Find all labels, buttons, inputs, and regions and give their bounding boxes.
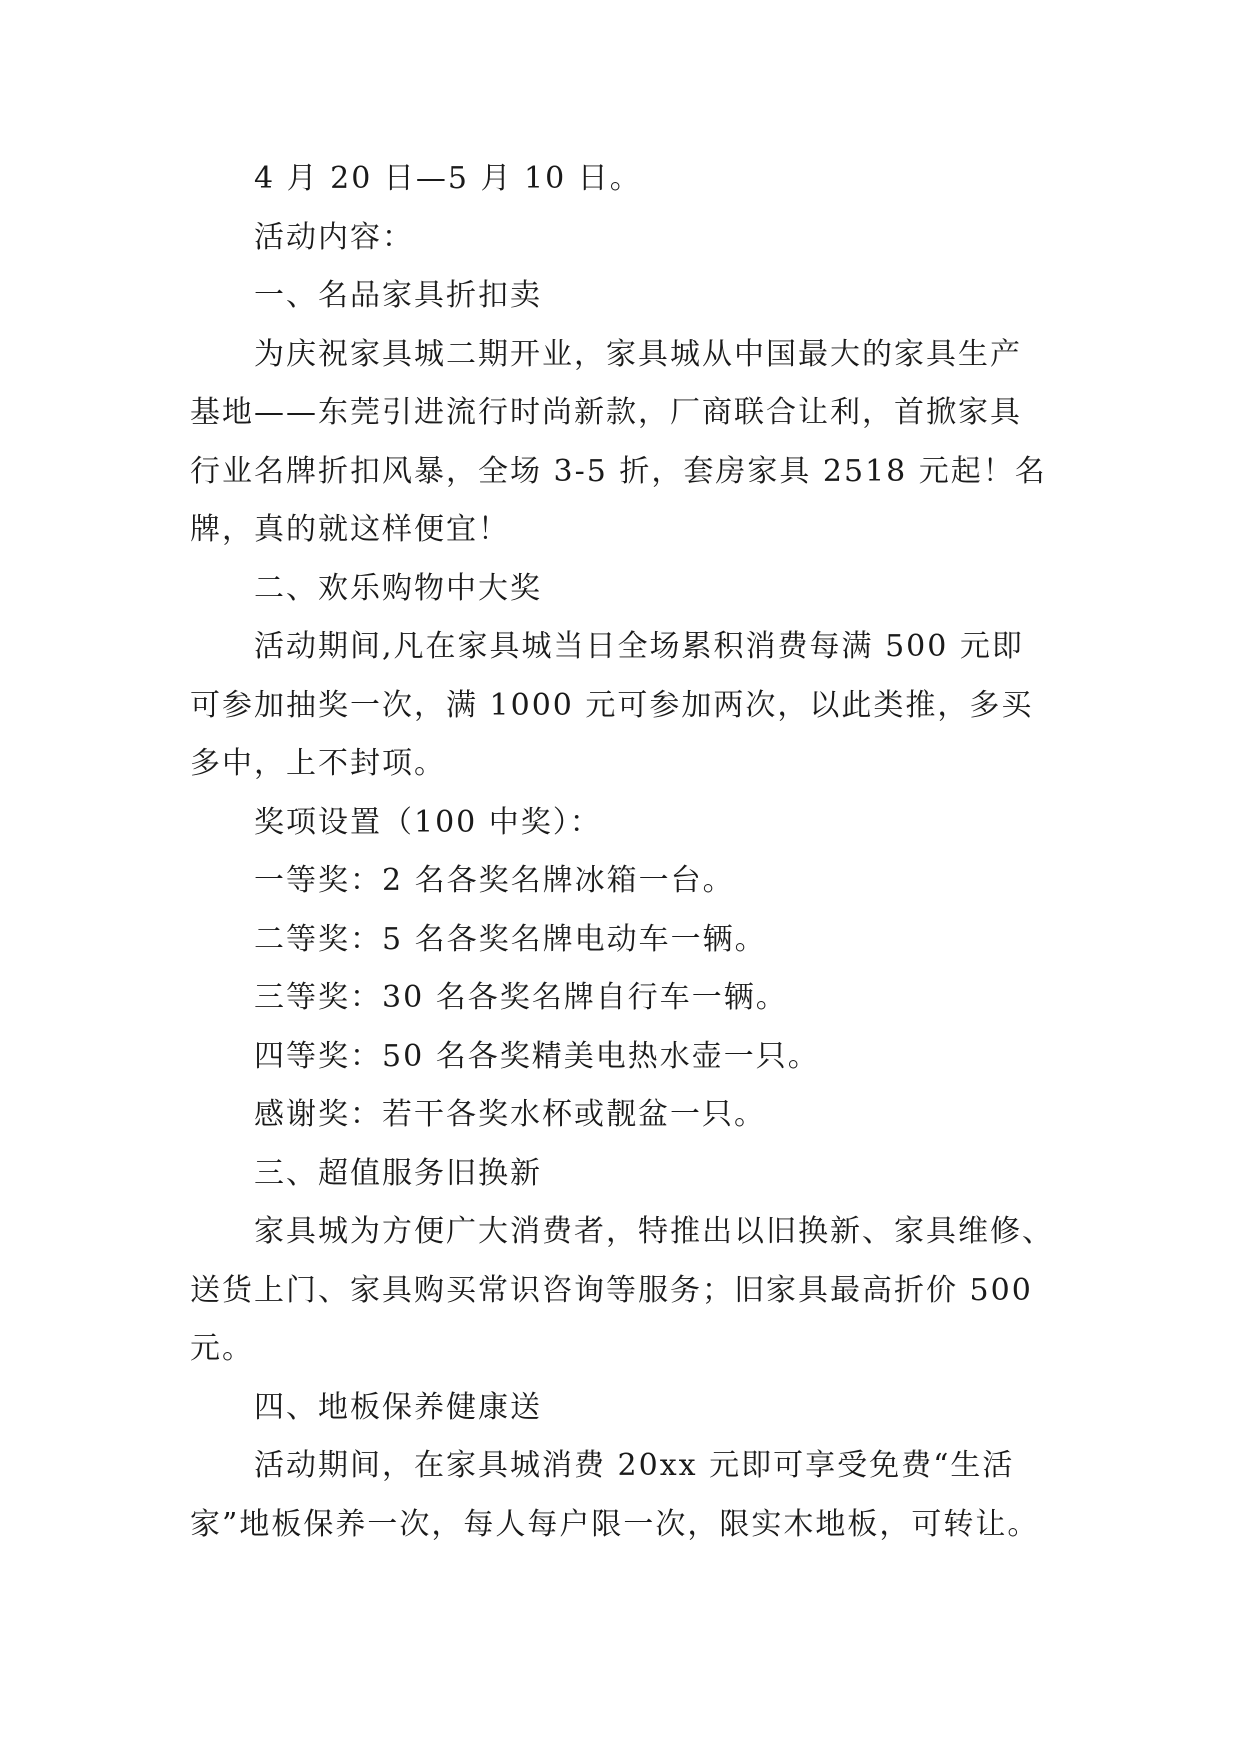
paragraph-line: 活动期间，在家具城消费 20xx 元即可享受免费“生活 (254, 1448, 1015, 1483)
date-range-line: 4 月 20 日—5 月 10 日。 (254, 161, 642, 196)
paragraph-line: 送货上门、家具购买常识咨询等服务；旧家具最高折价 500 (190, 1272, 1033, 1308)
heading-discount-sale: 一、名品家具折扣卖 (254, 278, 542, 313)
prize-fourth: 四等奖：50 名各奖精美电热水壶一只。 (254, 1038, 820, 1074)
heading-lottery: 二、欢乐购物中大奖 (254, 570, 542, 606)
heading-trade-in: 三、超值服务旧换新 (254, 1155, 542, 1191)
prize-second: 二等奖：5 名各奖名牌电动车一辆。 (254, 921, 767, 957)
document-page (190, 150, 1070, 1554)
paragraph-line: 家”地板保养一次，每人每户限一次，限实木地板，可转让。 (190, 1506, 1040, 1542)
prize-third: 三等奖：30 名各奖名牌自行车一辆。 (254, 980, 788, 1015)
paragraph-line: 多中，上不封项。 (190, 746, 446, 781)
paragraph-line: 可参加抽奖一次，满 1000 元可参加两次，以此类推，多买 (190, 687, 1034, 723)
prize-settings-heading: 奖项设置（100 中奖）： (254, 804, 602, 840)
paragraph-line: 家具城为方便广大消费者，特推出以旧换新、家具维修、 (254, 1214, 1054, 1249)
paragraph-line: 基地——东莞引进流行时尚新款，厂商联合让利，首掀家具 (190, 395, 1022, 430)
paragraph-line: 行业名牌折扣风暴，全场 3-5 折，套房家具 2518 元起！名 (190, 453, 1047, 489)
paragraph-line: 元。 (190, 1331, 254, 1366)
paragraph-line: 为庆祝家具城二期开业，家具城从中国最大的家具生产 (254, 336, 1022, 372)
prize-first: 一等奖：2 名各奖名牌冰箱一台。 (254, 863, 735, 898)
paragraph-line: 活动期间,凡在家具城当日全场累积消费每满 500 元即 (254, 629, 1024, 664)
section-heading-content: 活动内容： (254, 219, 414, 255)
heading-floor-care: 四、地板保养健康送 (254, 1389, 542, 1425)
prize-thanks: 感谢奖：若干各奖水杯或靓盆一只。 (254, 1097, 766, 1132)
paragraph-line: 牌，真的就这样便宜！ (190, 512, 510, 547)
